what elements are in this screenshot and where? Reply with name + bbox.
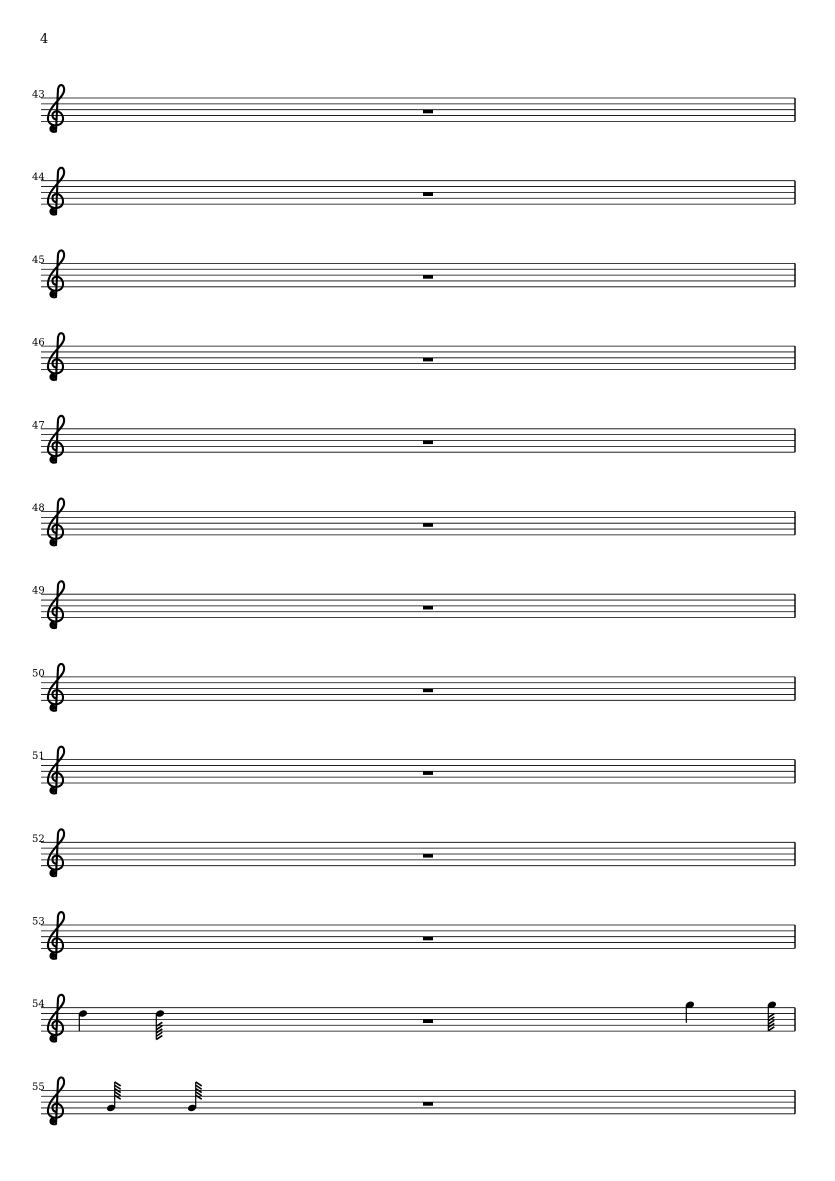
note-d5-quarter: [78, 1009, 88, 1031]
whole-rest-icon: [423, 771, 433, 775]
note-g5-128th: [767, 1000, 777, 1030]
measure-number: 48: [32, 503, 45, 514]
staff-system: [32, 333, 795, 380]
measure-number: 54: [32, 999, 45, 1011]
whole-rest-icon: [423, 606, 433, 610]
treble-clef-icon: [48, 168, 64, 215]
whole-rest-icon: [423, 523, 433, 527]
measure-number: 51: [32, 751, 45, 763]
page-number: 4: [40, 32, 49, 47]
staff-system: [32, 829, 795, 876]
staff-system: [32, 85, 795, 132]
treble-clef-icon: [48, 581, 64, 628]
treble-clef-icon: [48, 664, 64, 711]
measure-number: 44: [32, 172, 45, 184]
whole-rest-icon: [423, 854, 433, 858]
whole-rest-icon: [423, 1102, 433, 1106]
whole-rest-icon: [423, 937, 433, 941]
measure-number: 52: [32, 833, 45, 845]
staff-system: [32, 250, 795, 297]
measure-number: 47: [32, 420, 45, 432]
note-d5-128th: [155, 1009, 165, 1039]
whole-rest-icon: [423, 192, 433, 196]
whole-rest-icon: [423, 275, 433, 279]
staff-system: [32, 747, 795, 794]
measure-number: 50: [32, 668, 45, 680]
treble-clef-icon: [48, 416, 64, 463]
staff-system: [32, 912, 795, 959]
measure-number: 49: [32, 585, 45, 597]
measure-number: 46: [32, 337, 45, 349]
treble-clef-icon: [48, 1077, 64, 1124]
treble-clef-icon: [48, 250, 64, 297]
staff-system: [32, 168, 795, 215]
measure-number: 55: [32, 1081, 45, 1093]
treble-clef-icon: [48, 747, 64, 794]
staff-system: [32, 416, 795, 463]
whole-rest-icon: [423, 1019, 433, 1023]
whole-rest-icon: [423, 689, 433, 693]
treble-clef-icon: [48, 85, 64, 132]
treble-clef-icon: [48, 333, 64, 380]
measure-number: 43: [32, 89, 45, 101]
staff-system: [32, 499, 795, 546]
whole-rest-icon: [423, 110, 433, 114]
treble-clef-icon: [48, 829, 64, 876]
treble-clef-icon: [48, 912, 64, 959]
staff-system: [32, 664, 795, 711]
staff-system: [32, 581, 795, 628]
treble-clef-icon: [48, 995, 64, 1042]
whole-rest-icon: [423, 358, 433, 362]
staff-system: [32, 995, 795, 1042]
measure-number: 53: [32, 916, 45, 928]
staff-system: [32, 1077, 795, 1124]
treble-clef-icon: [48, 499, 64, 546]
whole-rest-icon: [423, 441, 433, 445]
measure-number: 45: [32, 254, 45, 266]
